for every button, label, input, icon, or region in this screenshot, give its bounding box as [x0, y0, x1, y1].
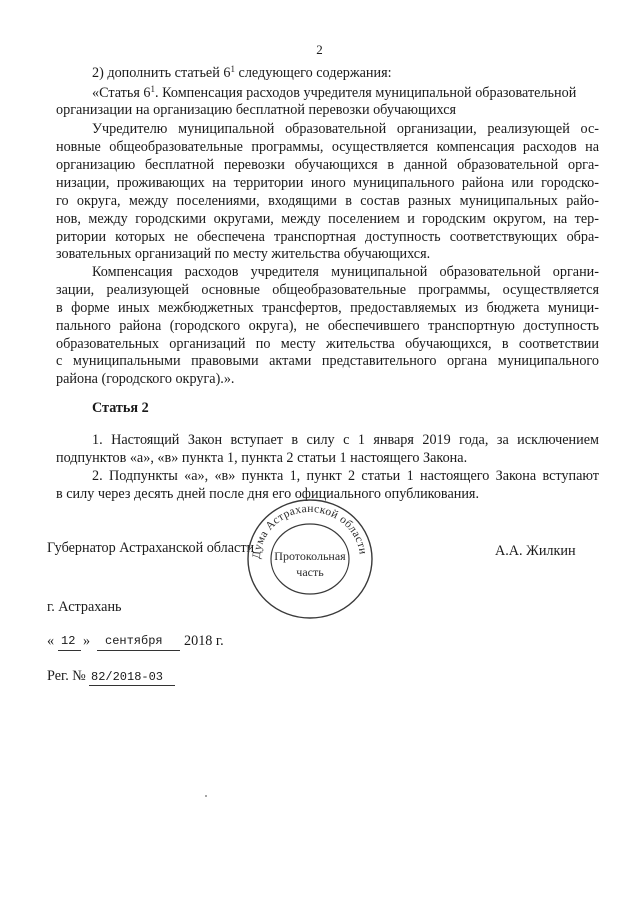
body-line: нов, между городскими округами, между поселением и городским округом, на тер- — [56, 211, 599, 227]
signatory-name: А.А. Жилкин — [495, 543, 576, 559]
body-line: в форме иных межбюджетных трансфертов, предоставляемых из бюджета муници- — [56, 300, 599, 316]
body-line: новные общеобразовательные программы, осуществляется компенсация расходов на — [56, 139, 599, 155]
article-heading-line — [92, 85, 576, 101]
date-close-quote: » — [83, 633, 91, 649]
page-number: 2 — [316, 42, 323, 57]
reg-underline — [89, 685, 175, 686]
seal-center-line-1: Протокольная — [274, 549, 346, 563]
date-month-underline — [97, 650, 180, 651]
body-line: подпунктов «а», «в» пункта 1, пункта 2 статьи 1 настоящего Закона. — [56, 450, 468, 466]
amendment-text-b: следующего содержания: — [238, 65, 392, 81]
article-heading-cont: организации на организацию бесплатной перевозки обучающихся — [56, 102, 457, 118]
date-year: 2018 г. — [184, 633, 224, 649]
reg-number: 82/2018-03 — [91, 670, 164, 684]
seal-ring-text: Дума Астраханской области — [250, 502, 369, 560]
body-line: района (городского округа).». — [56, 371, 235, 387]
body-line: го округа, между поселениями, входящими в состав разных муниципальных райо- — [56, 193, 599, 209]
body-line: низации, проживающих на территории иного муниципального района или городско- — [56, 175, 599, 191]
article-heading-a: «Статья 6 — [92, 85, 151, 101]
date-month: сентября — [105, 634, 163, 648]
body-line: с муниципальными правовыми актами представительного органа муниципального — [56, 353, 599, 369]
date-day: 12 — [61, 634, 76, 648]
superscript: 1 — [230, 64, 235, 74]
date-open-quote: « — [47, 633, 55, 649]
duma-seal-stamp — [246, 497, 374, 621]
body-line: пального района (городского округа), не обеспечившего транспортную доступность — [56, 318, 599, 334]
signatory-position: Губернатор Астраханской области — [47, 540, 255, 556]
superscript: 1 — [150, 84, 156, 94]
amendment-text-a: 2) дополнить статьей 6 — [92, 65, 231, 81]
body-line: Компенсация расходов учредителя муниципальной образовательной органи- — [92, 264, 599, 280]
body-line: ритории которых не обеспечена транспортная доступность соответствующих обра- — [56, 229, 599, 245]
body-line: 2. Подпункты «а», «в» пункта 1, пункт 2 статьи 1 настоящего Закона вступают — [92, 468, 599, 484]
body-line: организацию бесплатной перевозки обучающихся в данной образовательной орга- — [56, 157, 599, 173]
body-line: в силу через десять дней после дня его официального опубликования. — [56, 486, 479, 502]
seal-center-line-2: часть — [296, 565, 324, 579]
article-heading-b: . Компенсация расходов учредителя муниципальной образовательной — [155, 85, 577, 101]
amendment-line — [92, 65, 392, 81]
body-line: зации, реализующей основные общеобразовательные программы, осуществляется — [56, 282, 599, 298]
date-day-underline — [58, 650, 81, 651]
article-2-heading: Статья 2 — [92, 400, 149, 416]
body-line: образовательных организаций по месту жительства обучающихся, в соответствии — [56, 336, 599, 352]
place: г. Астрахань — [47, 599, 122, 615]
scan-speck — [205, 795, 207, 797]
body-line: Учредителю муниципальной образовательной организации, реализующей ос- — [92, 121, 599, 137]
reg-label: Рег. № — [47, 668, 86, 684]
body-line: зовательных организаций по месту жительства обучающихся. — [56, 246, 431, 262]
body-line: 1. Настоящий Закон вступает в силу с 1 января 2019 года, за исключением — [92, 432, 599, 448]
